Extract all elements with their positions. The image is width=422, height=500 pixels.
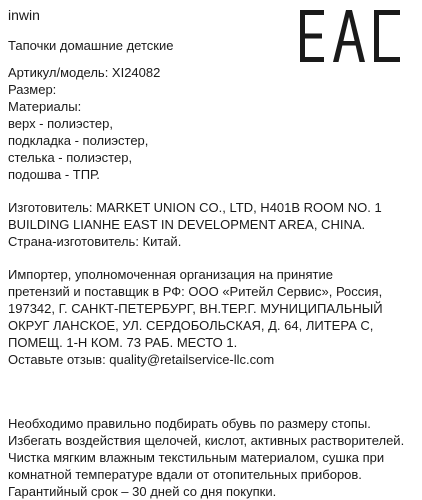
- importer-line-2: претензий и поставщик в РФ: ООО «Ритейл Сервис», Россия,: [8, 284, 383, 299]
- eac-mark-icon: [296, 8, 406, 64]
- article-number: Артикул/модель: XI24082: [8, 65, 161, 80]
- care-line-3: Чистка мягким влажным текстильным материалом, сушка при: [8, 450, 385, 465]
- materials-heading: Материалы:: [8, 99, 82, 114]
- importer-line-1: Импортер, уполномоченная организация на принятие: [8, 267, 333, 282]
- importer-line-5: ПОМЕЩ. 1-Н КОМ. 73 РАБ. МЕСТО 1.: [8, 335, 238, 350]
- brand-name: inwin: [8, 7, 40, 23]
- material-insole: стелька - полиэстер,: [8, 150, 133, 165]
- feedback-email: Оставьте отзыв: quality@retailservice-llc.com: [8, 352, 275, 367]
- product-name: Тапочки домашние детские: [8, 38, 174, 53]
- manufacturer-line-2: BUILDING LIANHE EAST IN DEVELOPMENT AREA, CHINA.: [8, 217, 366, 232]
- manufacturer-line-1: Изготовитель: MARKET UNION CO., LTD, H401B ROOM NO. 1: [8, 200, 382, 215]
- importer-line-3: 197342, Г. САНКТ-ПЕТЕРБУРГ, ВН.ТЕР.Г. МУНИЦИПАЛЬНЫЙ: [8, 301, 383, 316]
- material-top: верх - полиэстер,: [8, 116, 113, 131]
- care-line-4: комнатной температуре вдали от отопительных приборов.: [8, 467, 362, 482]
- size-label: Размер:: [8, 82, 57, 97]
- country-of-origin: Страна-изготовитель: Китай.: [8, 234, 182, 249]
- importer-line-4: ОКРУГ ЛАНСКОЕ, УЛ. СЕРДОБОЛЬСКАЯ, Д. 64, ЛИТЕРА С,: [8, 318, 374, 333]
- material-lining: подкладка - полиэстер,: [8, 133, 149, 148]
- warranty-line: Гарантийный срок – 30 дней со дня покупки.: [8, 484, 277, 499]
- care-line-2: Избегать воздействия щелочей, кислот, активных растворителей.: [8, 433, 405, 448]
- care-line-1: Необходимо правильно подбирать обувь по размеру стопы.: [8, 416, 371, 431]
- material-sole: подошва - ТПР.: [8, 167, 100, 182]
